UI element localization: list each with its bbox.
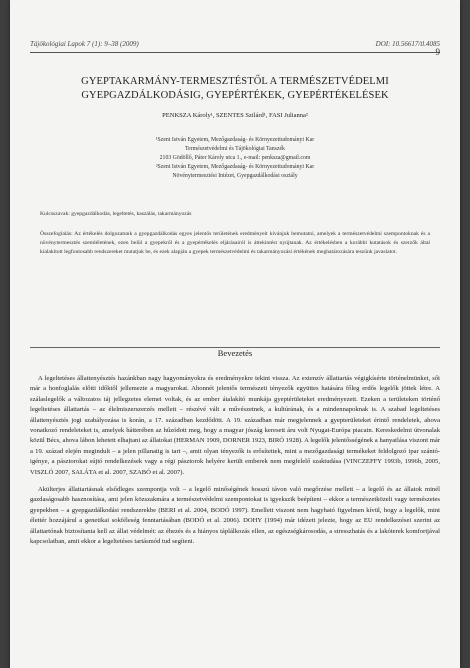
affiliation-line: 2103 Gödöllő, Páter Károly utca 1., e-mail: penksza@gmail.com [159,155,311,161]
page-number: 9 [435,47,440,57]
abstract: Összefoglalás: Az értékelés dolgozatunk a gyepgazdálkodás egyes jelentős területének eredményeit kívánjuk bemutatni, amelyek a természetvédelmi szempontoknak és a növénytermesztés szemléletének, ezen belül a gyepekről és a gyepértékelés eljárásairól is áttekintést nyújtanak. Az értékelésben a korábbi kutatások és szerzők által kialakított legfontosabb rendszereket mutatjuk be, és ezek alapján a gyepek természetvédelmi és takarmányozási értékének meghatározására teszünk javaslatot. [40,231,430,256]
paragraph: Akülterjes állattartásnak elsődleges szempontja volt – a legelő minőségének hosszú távon való megőrzése mellett – a legelő és az állatok minél gazdaságosabb hasznosítása, ami jelen közszakmára a természetvédelmi szempontokat is igyekszik beépíteni – ekkor a természetközeli vagy természetes gyepekben – a gyepgazdálkodási rendszerekbe (BERI et al. 2004, BODÓ 1997). Emellett viszont nem hagyható figyelmen kívül, hogy a legelők, mint élettér hozzájárul a genetikai sokféleség fenntartásában (BODÓ et al. 2006). DOHY (1994) már idézett jelezte, hogy az EU rendelkezései szerint az állattartónak biztosítania kell az állat védelmét: az éhezés és a hiányos táplálkozás ellen, az egészségkárosodás, a stresszhatás és a lakóterek komfortjával kapcsolatban, amit ekkor a legeltetéses tartásmód tud segíteni. [30,486,440,546]
running-head [30,40,440,48]
section-title: Bevezetés [217,348,253,358]
title-line-2: GYEPGAZDÁLKODÁSIG, GYEPÉRTÉKEK, GYEPÉRTÉKELÉSEK [81,90,389,101]
authors: PENKSZA Károly¹, SZENTES Szilárd¹, FASI Julianna² [162,112,308,119]
doi: DOI: 10.56617/tl.4085 [375,40,440,48]
affiliation-line: ¹Szent István Egyetem, Mezőgazdaság- és Környezettudományi Kar [155,137,315,143]
affiliation-line: Természetvédelmi és Tájökológiai Tanszék [185,146,285,152]
header-rule [30,52,440,53]
section-body [30,374,440,555]
keywords: Kulcsszavak: gyepgazdálkodás, legeltetés, kaszálás, takarmányozás [40,211,192,217]
affiliation-line: ²Szent István Egyetem, Mezőgazdaság- és Környezettudományi Kar [155,164,315,170]
article-title [30,75,440,103]
paper-page [10,0,460,668]
journal-citation: Tájökológiai Lapok 7 (1): 9–38 (2009) [30,40,139,48]
affiliations [30,136,440,181]
title-line-1: GYEPTAKARMÁNY-TERMESZTÉSTŐL A TERMÉSZETVÉDELMI [81,76,389,87]
affiliation-line: Növénytermesztési Intézet, Gyepgazdálkodási osztály [172,173,298,179]
paragraph: A legeltetéses állattenyésztés hazánkban nagy hagyományokra és eredményekre tekint vissza. Az extenzív állattartás végigkísérte történelmünket, sőt már a honfoglalás előtti időktől jellemezte a magyarokat. Ahonnét jelentős természeti tényezők együttes hatására főleg erdős legelők jöttek létre. A szálaslegelők a változatos táj jellegzetes elemei voltak, és az ember átalakító munkája gyeptérületeket eredményezett. Ezeken a területeken történő legeltetéses állattartás – az élelmiszerszerzés mellett – részévé vált a művészetnek, a kultúrának, és a mindennapoknak is. A szabad legeltetéses állattenyésztés jogi szabályozása is korán, a 17. században kezdődött. A 19. században már megjelennek a gyepterületeket érintő rendeletek, ahova vonatkozó rendeleteket is, amelyek hátterében az hűzódott meg, hogy a magyar jószág keresett áru volt Nyugat-Európa piacain. Kereskedelmi útvonalak közül Bécs, ahova lábon lehetett elhajtani az állatokat (HERMAN 1909, DORNER 1923, BIRÓ 1928). A legelők jelentősségének a hanyatlása viszont már a 19. század elején megindult – a jelen pillanatig is tart –, amit olyan tényezők is erősítettek, mint a mezőgazdasági termékeket feldolgozó ipar szántó-igénye, a pásztorokat sújtó rendelkezések vagy a régi pásztorok helyére került emberek nem megfelelő szaktudása (VINCZEFFY 1993b, 1996b, 2005, VISZLÓ 2007, SALÁTA et al. 2007, SZABÓ et al. 2007). [30,375,440,476]
